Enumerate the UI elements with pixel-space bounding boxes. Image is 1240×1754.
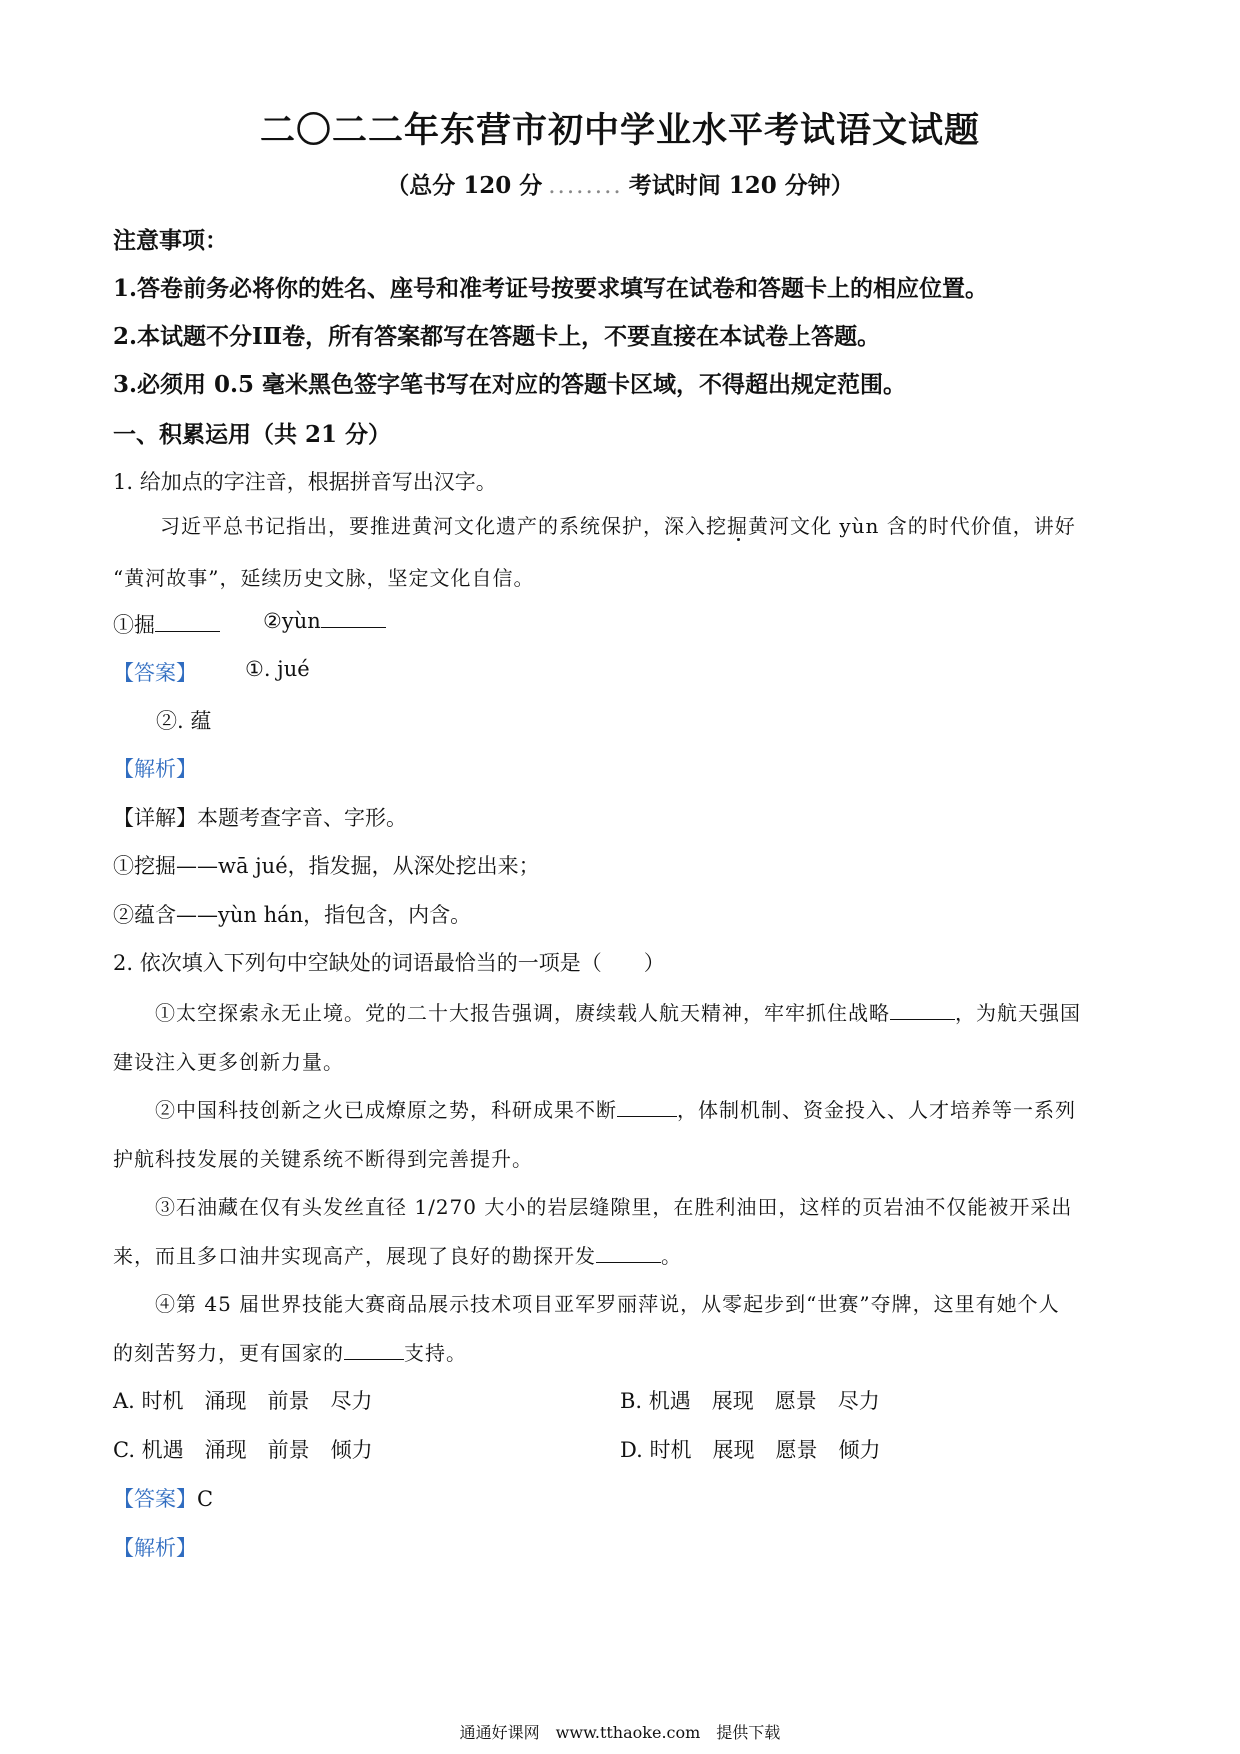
question-2-stem: 2. 依次填入下列句中空缺处的词语最恰当的一项是（ ） <box>113 951 665 975</box>
sentence-text: ②中国科技创新之火已成燎原之势，科研成果不断 <box>155 1098 617 1122</box>
answer-2: ②. 蕴 <box>156 709 212 733</box>
note-item-2: 2.本试题不分ⅠⅡ卷，所有答案都写在答题卡上，不要直接在本试卷上答题。 <box>113 323 881 350</box>
sentence-text: ，体制机制、资金投入、人才培养等一系列 <box>677 1098 1076 1122</box>
analysis-tag: 【解析】 <box>113 1536 197 1560</box>
answer-tag: 【答案】 <box>113 1487 197 1511</box>
question-1-stem: 1. 给加点的字注音，根据拼音写出汉字。 <box>113 470 497 494</box>
fill-blank <box>596 1244 661 1263</box>
sentence-1-line-1 <box>155 997 1081 1026</box>
question-1-passage-line-1 <box>160 510 1076 539</box>
total-score: （总分 120 分 <box>386 172 543 199</box>
answer-tag: 【答案】 <box>113 661 197 685</box>
page-title: 二〇二二年东营市初中学业水平考试语文试题 <box>259 110 980 151</box>
dotted-character: 掘 <box>727 514 748 538</box>
exam-subtitle <box>0 167 1240 200</box>
detail-heading: 【详解】本题考查字音、字形。 <box>113 806 407 830</box>
notes-heading: 注意事项： <box>113 227 228 254</box>
answer-blank <box>155 613 220 632</box>
sentence-text: 。 <box>661 1244 682 1268</box>
answer-value: C <box>197 1487 214 1511</box>
question-1-passage-line-2: “黄河故事”，延续历史文脉，坚定文化自信。 <box>113 566 535 590</box>
detail-line-2: ②蕴含——yùn hán，指包含，内含。 <box>113 903 472 927</box>
option-b: B. 机遇 展现 愿景 尽力 <box>620 1389 880 1413</box>
fill-blank <box>344 1341 404 1360</box>
detail-line-1: ①挖掘——wā jué，指发掘，从深处挖出来； <box>113 854 540 878</box>
note-item-1: 1.答卷前务必将你的姓名、座号和准考证号按要求填写在试卷和答题卡上的相应位置。 <box>113 275 989 302</box>
exam-time: 考试时间 120 分钟） <box>628 172 854 199</box>
analysis-tag: 【解析】 <box>113 757 197 781</box>
sentence-text: 来，而且多口油井实现高产，展现了良好的勘探开发 <box>113 1244 596 1268</box>
blank-label: ②yùn <box>263 609 321 633</box>
question-2-answer <box>113 1483 213 1513</box>
sentence-1-line-2: 建设注入更多创新力量。 <box>113 1050 344 1074</box>
section-heading: 一、积累运用（共 21 分） <box>113 421 392 448</box>
sentence-4-line-2 <box>113 1337 467 1366</box>
question-1-blank-2 <box>263 609 386 633</box>
sentence-2-line-2: 护航科技发展的关键系统不断得到完善提升。 <box>113 1147 533 1171</box>
option-c: C. 机遇 涌现 前景 倾力 <box>113 1438 373 1462</box>
sentence-3-line-1: ③石油藏在仅有头发丝直径 1/270 大小的岩层缝隙里，在胜利油田，这样的页岩油不仅能被开采出 <box>155 1195 1073 1219</box>
sentence-3-line-2 <box>113 1240 682 1269</box>
option-d: D. 时机 展现 愿景 倾力 <box>620 1438 881 1462</box>
answer-blank <box>321 609 386 628</box>
sentence-text: 的刻苦努力，更有国家的 <box>113 1341 344 1365</box>
sentence-text: ，为航天强国 <box>955 1001 1081 1025</box>
fill-blank <box>890 1001 955 1020</box>
blank-label: ①掘 <box>113 613 155 637</box>
sentence-4-line-1: ④第 45 届世界技能大赛商品展示技术项目亚军罗丽萍说，从零起步到“世赛”夺牌，这里有她个人 <box>155 1292 1060 1316</box>
page-footer: 通通好课网 www.tthaoke.com 提供下载 <box>459 1723 781 1742</box>
sentence-text: ①太空探索永无止境。党的二十大报告强调，赓续载人航天精神，牢牢抓住战略 <box>155 1001 890 1025</box>
question-1-blank-1 <box>113 609 220 639</box>
passage-text: 习近平总书记指出，要推进黄河文化遗产的系统保护，深入挖 <box>160 514 727 538</box>
fill-blank <box>617 1098 677 1117</box>
answer-1: ①. jué <box>245 657 310 681</box>
note-item-3: 3.必须用 0.5 毫米黑色签字笔书写在对应的答题卡区域，不得超出规定范围。 <box>113 371 907 398</box>
sentence-text: 支持。 <box>404 1341 467 1365</box>
sentence-2-line-1 <box>155 1094 1076 1123</box>
option-a: A. 时机 涌现 前景 尽力 <box>113 1389 373 1413</box>
passage-text: 黄河文化 yùn 含的时代价值，讲好 <box>748 514 1076 538</box>
dot-leader: ........ <box>548 173 623 199</box>
